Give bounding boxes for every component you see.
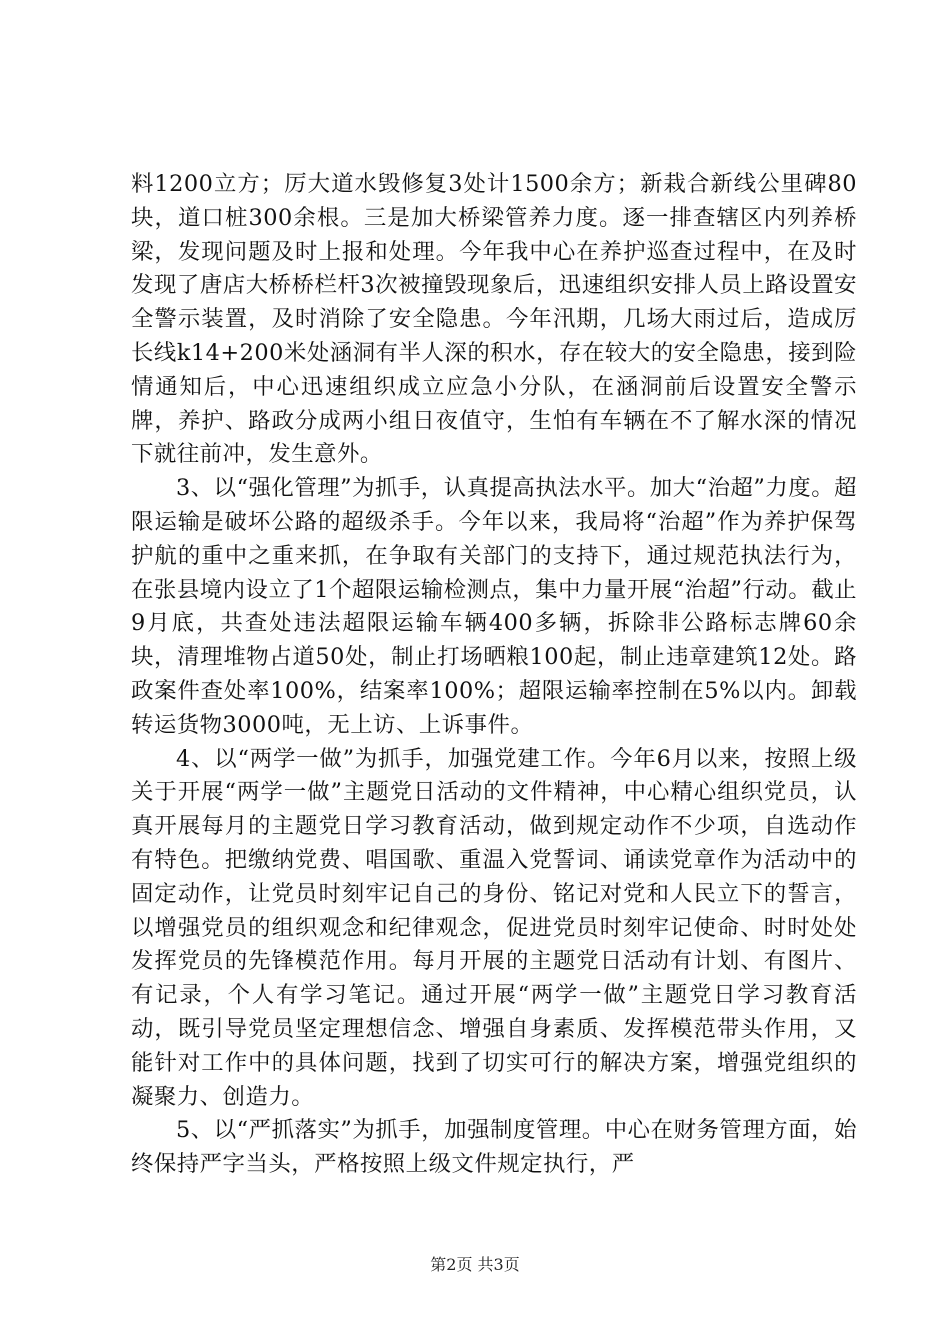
page-number-footer: 第2页 共3页: [430, 1255, 520, 1274]
paragraph-section-3: 3、以“强化管理”为抓手，认真提高执法水平。加大“治超”力度。超限运输是破坏公路的超级杀手。今年以来，我局将“治超”作为养护保驾护航的重中之重来抓，在争取有关部门的支持下，通过规范执法行为，在张县境内设立了1个超限运输检测点，集中力量开展“治超”行动。截止9月底，共查处违法超限运输车辆400多辆，拆除非公路标志牌60余块，清理堆物占道50处，制止打场晒粮100起，制止违章建筑12处。路政案件查处率100%，结案率100%；超限运输率控制在5%以内。卸载转运货物3000吨，无上访、上诉事件。: [131, 475, 857, 738]
paragraph-section-4: 4、以“两学一做”为抓手，加强党建工作。今年6月以来，按照上级关于开展“两学一做”主题党日活动的文件精神，中心精心组织党员，认真开展每月的主题党日学习教育活动，做到规定动作不少项，自选动作有特色。把缴纳党费、唱国歌、重温入党誓词、诵读党章作为活动中的固定动作，让党员时刻牢记自己的身份、铭记对党和人民立下的誓言，以增强党员的组织观念和纪律观念，促进党员时刻牢记使命、时时处处发挥党员的先锋模范作用。每月开展的主题党日活动有计划、有图片、有记录，个人有学习笔记。通过开展“两学一做”主题党日学习教育活动，既引导党员坚定理想信念、增强自身素质、发挥模范带头作用，又能针对工作中的具体问题，找到了切实可行的解决方案，增强党组织的凝聚力、创造力。: [131, 745, 857, 1110]
paragraph-continued: 料1200立方；厉大道水毁修复3处计1500余方；新栽合新线公里碑80块，道口桩300余根。三是加大桥梁管养力度。逐一排查辖区内列养桥梁，发现问题及时上报和处理。今年我中心在养护巡查过程中，在及时发现了唐店大桥桥栏杆3次被撞毁现象后，迅速组织安排人员上路设置安全警示装置，及时消除了安全隐患。今年汛期，几场大雨过后，造成厉长线k14+200米处涵洞有半人深的积水，存在较大的安全隐患，接到险情通知后，中心迅速组织成立应急小分队，在涵洞前后设置安全警示牌，养护、路政分成两小组日夜值守，生怕有车辆在不了解水深的情况下就往前冲，发生意外。: [131, 171, 857, 468]
document-body: [131, 168, 857, 1182]
paragraph-section-5: 5、以“严抓落实”为抓手，加强制度管理。中心在财务管理方面，始终保持严字当头，严格按照上级文件规定执行，严: [131, 1117, 857, 1178]
